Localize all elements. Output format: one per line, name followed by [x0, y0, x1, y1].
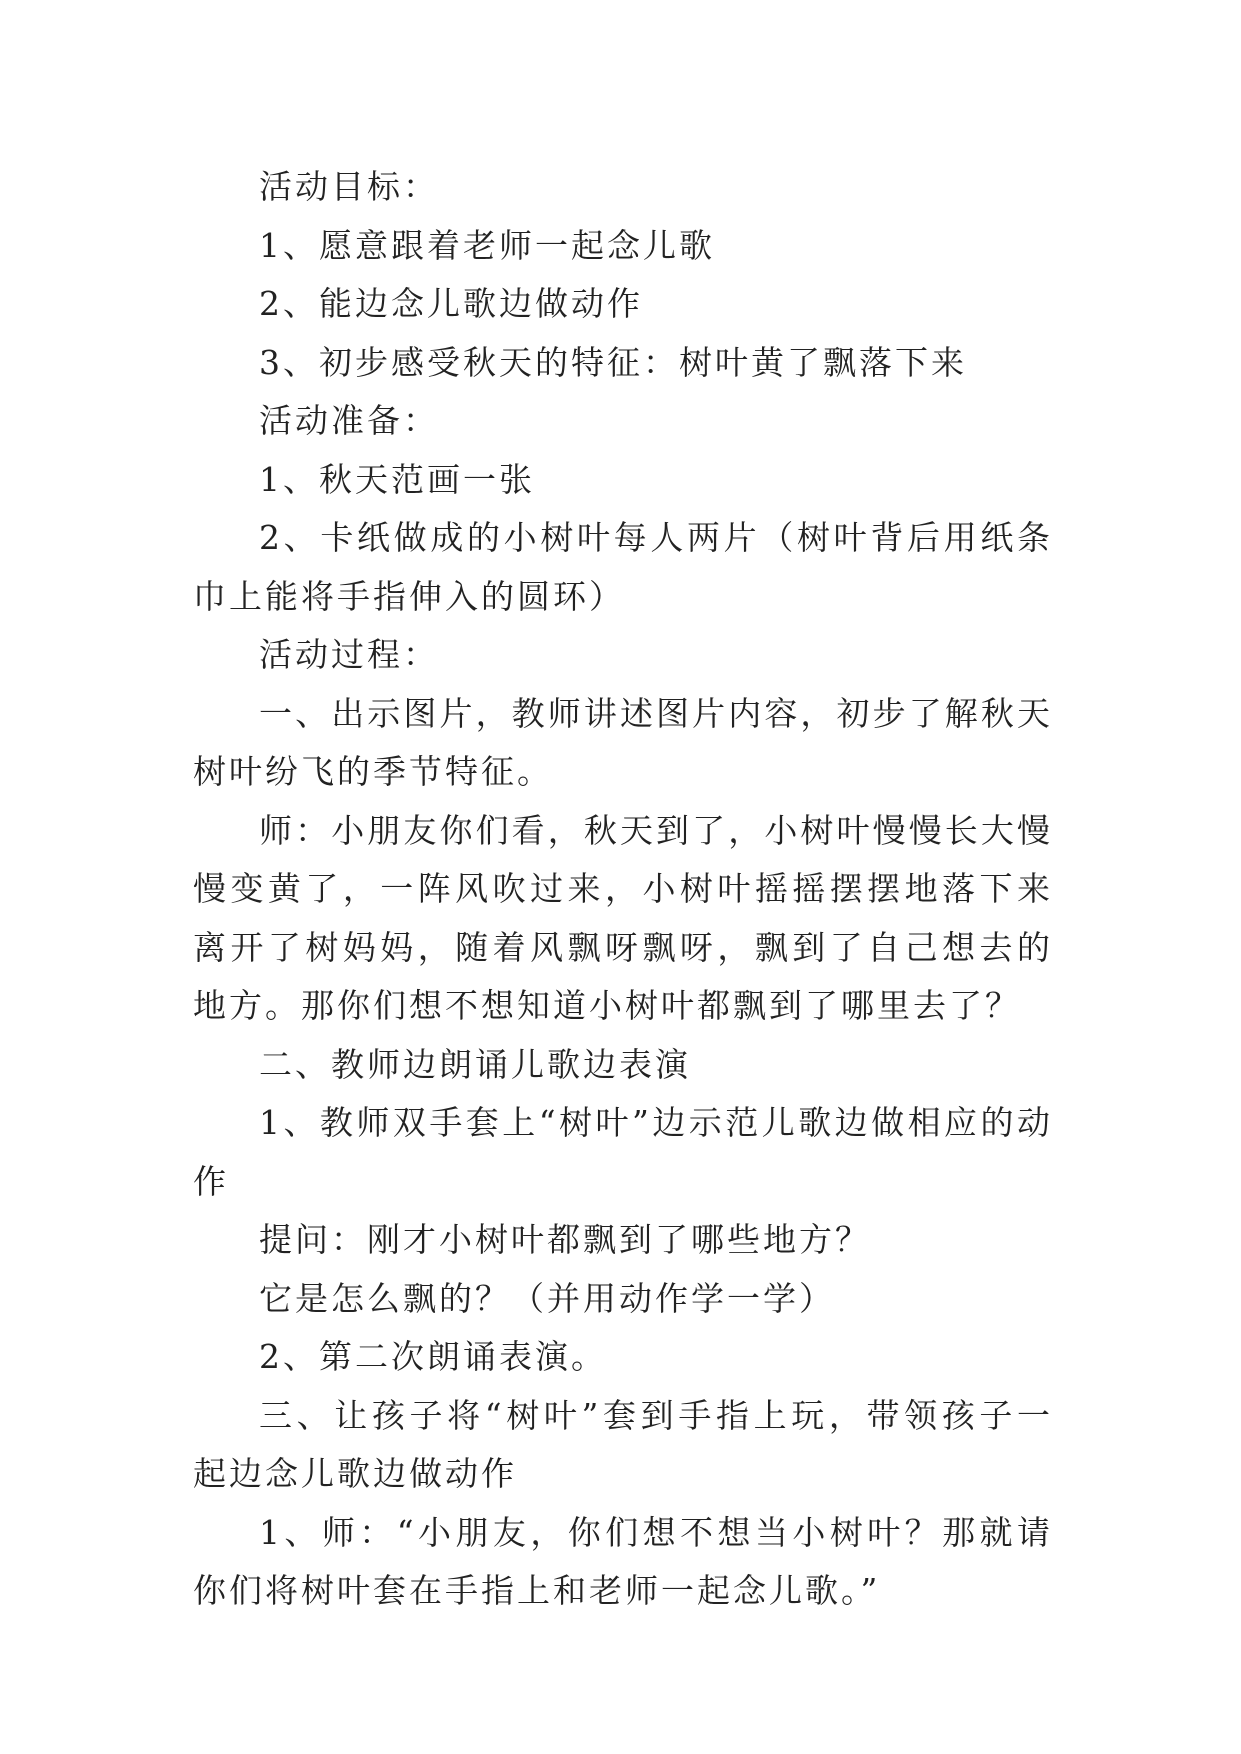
process-step-2-item-1: 1、教师双手套上“树叶”边示范儿歌边做相应的动作 [193, 1103, 1053, 1201]
goal-item-1: 1、愿意跟着老师一起念儿歌 [259, 225, 715, 265]
goal-item-3: 3、初步感受秋天的特征：树叶黄了飘落下来 [259, 342, 967, 382]
question-2: 它是怎么飘的？（并用动作学一学） [259, 1278, 835, 1318]
teacher-narration: 师：小朋友你们看，秋天到了，小树叶慢慢长大慢慢变黄了，一阵风吹过来，小树叶摇摇摆摆地落下来离开了树妈妈，随着风飘呀飘呀，飘到了自己想去的地方。那你们想不想知道小树叶都飘到了哪里去了？ [193, 810, 1053, 1025]
process-step-3-item-1: 1、师：“小朋友，你们想不想当小树叶？那就请你们将树叶套在手指上和老师一起念儿歌。” [193, 1512, 1053, 1610]
preparation-item-1: 1、秋天范画一张 [259, 459, 535, 499]
document-body [193, 158, 1053, 1621]
process-step-2-item-2: 2、第二次朗诵表演。 [259, 1337, 607, 1376]
process-step-3: 三、让孩子将“树叶”套到手指上玩，带领孩子一起边念儿歌边做动作 [193, 1395, 1053, 1493]
preparation-item-2: 2、卡纸做成的小树叶每人两片（树叶背后用纸条巾上能将手指伸入的圆环） [193, 518, 1053, 616]
question-1: 提问：刚才小树叶都飘到了哪些地方？ [259, 1220, 871, 1259]
process-step-1: 一、出示图片，教师讲述图片内容，初步了解秋天树叶纷飞的季节特征。 [193, 693, 1053, 791]
process-step-2: 二、教师边朗诵儿歌边表演 [259, 1044, 691, 1084]
goal-item-2: 2、能边念儿歌边做动作 [259, 284, 643, 323]
heading-activity-process: 活动过程： [259, 635, 439, 674]
heading-activity-preparation: 活动准备： [259, 401, 439, 440]
heading-activity-goals: 活动目标： [259, 167, 439, 206]
